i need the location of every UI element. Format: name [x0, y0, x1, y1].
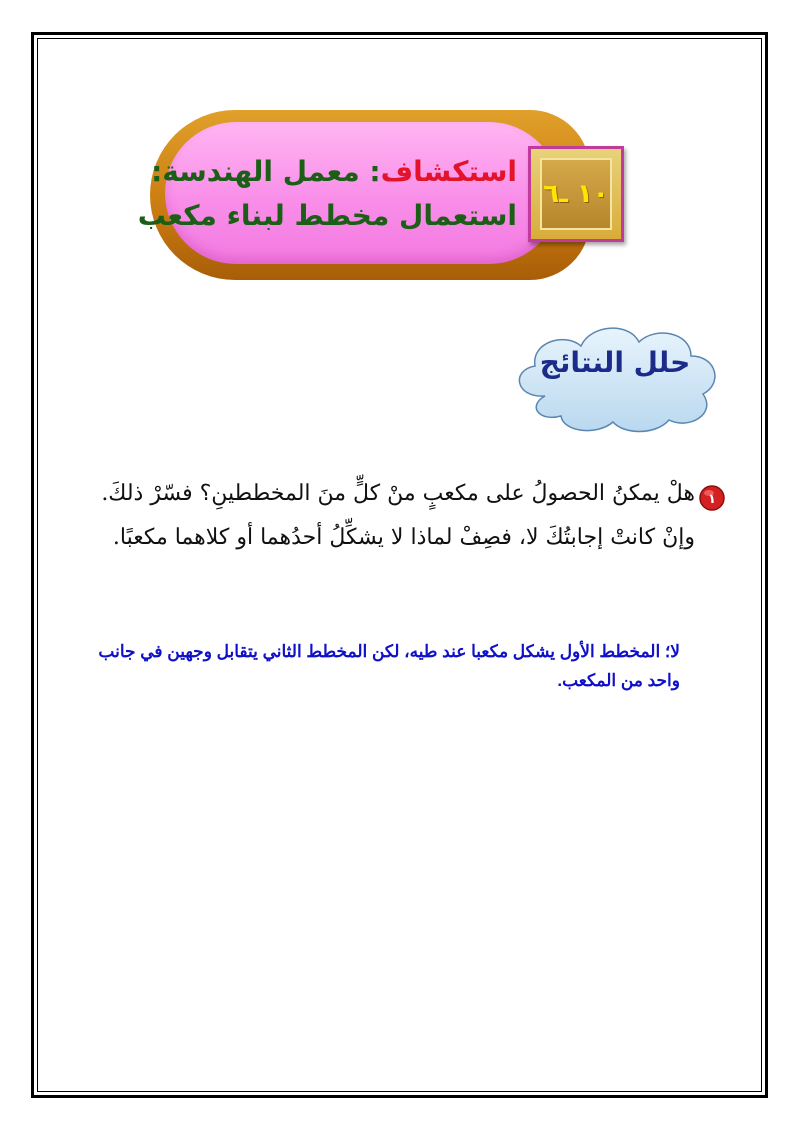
lesson-number-box: [528, 146, 624, 242]
question-number-badge: [698, 484, 726, 512]
lesson-title-accent: استكشاف: [380, 155, 517, 188]
question-text: هلْ يمكنُ الحصولُ على مكعبٍ منْ كلٍّ منَ المخططينِ؟ فسّرْ ذلكَ. وإنْ كانتْ إجابتُكَ لا، فصِفْ لماذا لا يشكِّلُ أحدُهما أو كلاهما مكعبًا.: [101, 481, 695, 550]
lesson-title-rest: : معمل الهندسة:: [151, 155, 381, 188]
lesson-title-line2: استعمال مخطط لبناء مكعب: [137, 199, 517, 232]
question-number: ١: [708, 492, 716, 507]
answer-text: لا؛ المخطط الأول يشكل مكعبا عند طيه، لكن المخطط الثاني يتقابل وجهين في جانب واحد من المكعب.: [98, 642, 680, 690]
lesson-title-line1: [151, 150, 517, 194]
section-heading: حلل النتائج: [539, 346, 691, 379]
lesson-number: ١٠ ـ٦: [540, 158, 612, 230]
lesson-title: [137, 150, 517, 238]
